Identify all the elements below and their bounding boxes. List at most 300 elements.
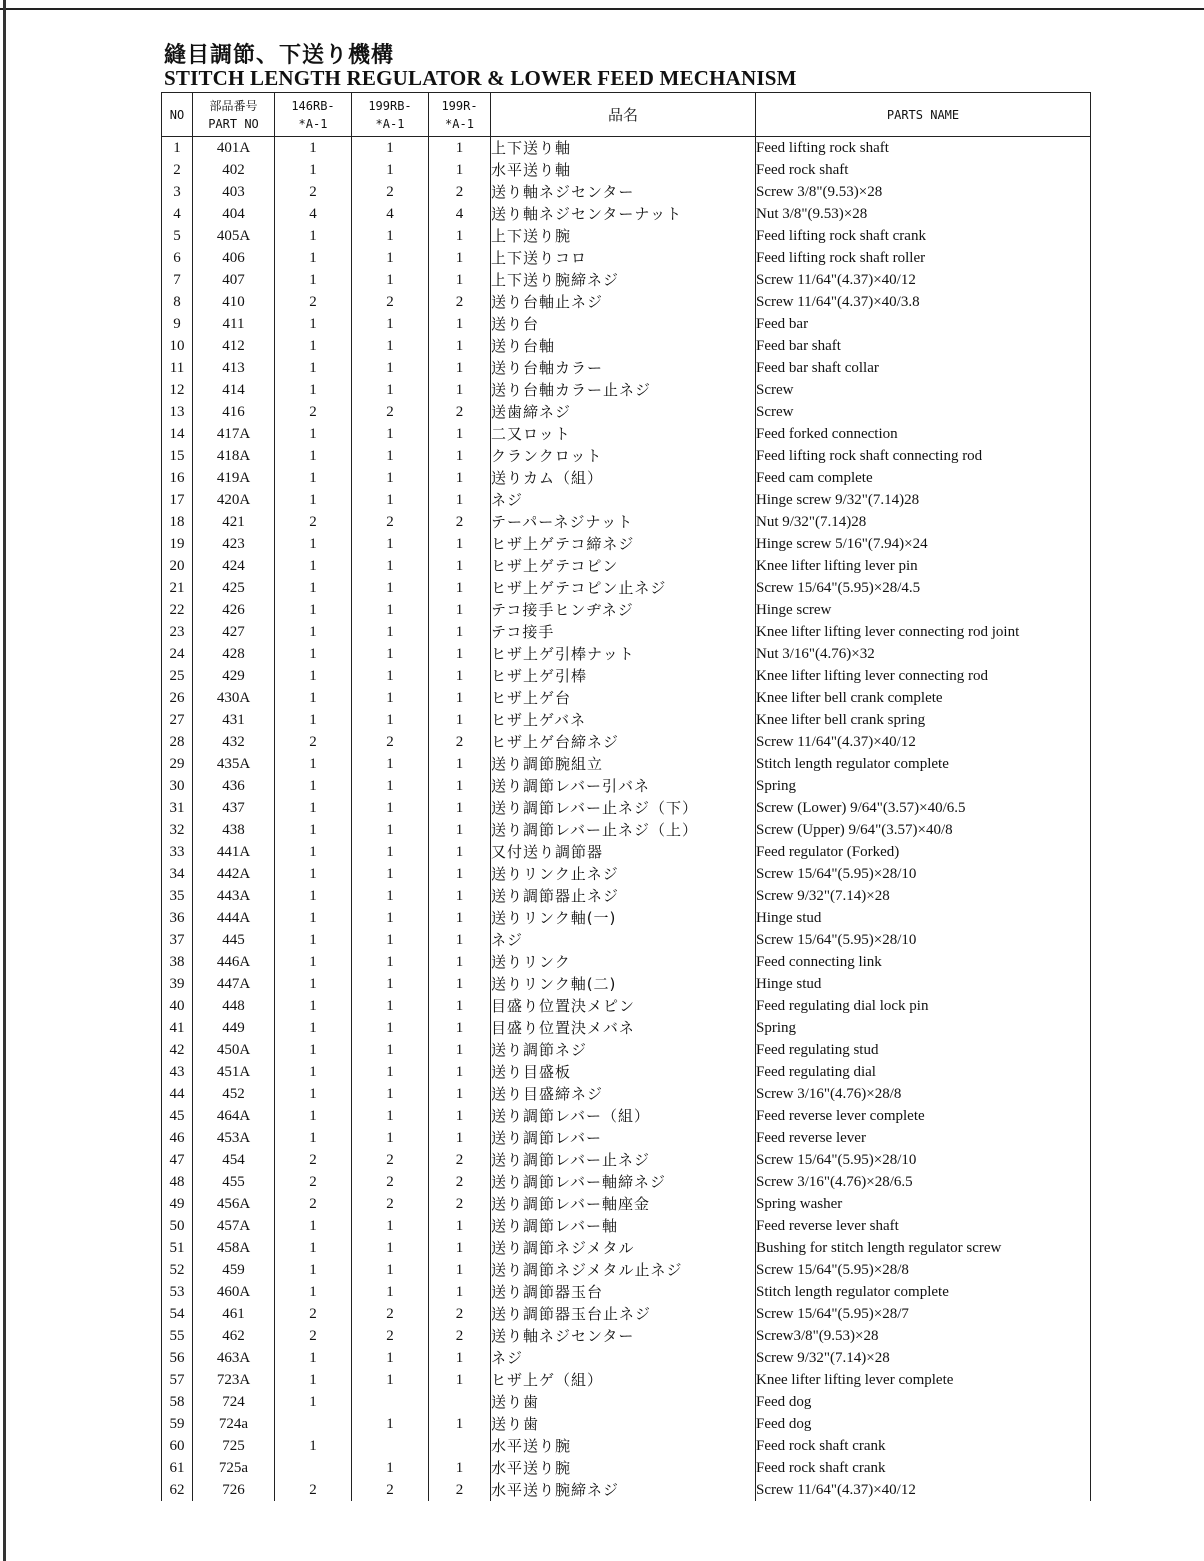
cell-qty-146rb: 2 bbox=[275, 1325, 352, 1347]
cell-qty-199rb: 1 bbox=[352, 1369, 429, 1391]
cell-part-no: 431 bbox=[193, 709, 275, 731]
table-row bbox=[162, 797, 1091, 819]
cell-parts-name: Feed lifting rock shaft connecting rod bbox=[756, 445, 1091, 467]
cell-qty-146rb: 1 bbox=[275, 1215, 352, 1237]
cell-qty-199r: 2 bbox=[429, 1325, 491, 1347]
cell-no: 47 bbox=[162, 1149, 193, 1171]
table-row bbox=[162, 1193, 1091, 1215]
cell-parts-name: Feed reverse lever complete bbox=[756, 1105, 1091, 1127]
cell-parts-name: Knee lifter bell crank complete bbox=[756, 687, 1091, 709]
cell-qty-199r: 1 bbox=[429, 643, 491, 665]
cell-qty-146rb: 1 bbox=[275, 379, 352, 401]
table-row bbox=[162, 137, 1091, 160]
cell-parts-name: Knee lifter bell crank spring bbox=[756, 709, 1091, 731]
cell-parts-name: Knee lifter lifting lever connecting rod bbox=[756, 665, 1091, 687]
cell-no: 20 bbox=[162, 555, 193, 577]
cell-qty-199rb: 1 bbox=[352, 797, 429, 819]
cell-qty-199r bbox=[429, 1435, 491, 1457]
cell-qty-199rb: 1 bbox=[352, 907, 429, 929]
cell-qty-199r: 1 bbox=[429, 1369, 491, 1391]
header-part-no bbox=[193, 93, 275, 137]
cell-qty-199r: 1 bbox=[429, 467, 491, 489]
cell-qty-199r: 1 bbox=[429, 445, 491, 467]
cell-qty-199r: 1 bbox=[429, 995, 491, 1017]
cell-parts-name: Feed regulating dial lock pin bbox=[756, 995, 1091, 1017]
cell-name-jp: ヒザ上ゲ引棒ナット bbox=[491, 643, 756, 665]
cell-qty-146rb: 1 bbox=[275, 1435, 352, 1457]
cell-qty-199rb: 1 bbox=[352, 1237, 429, 1259]
cell-qty-199r: 1 bbox=[429, 1413, 491, 1435]
cell-part-no: 413 bbox=[193, 357, 275, 379]
table-row bbox=[162, 687, 1091, 709]
cell-part-no: 401A bbox=[193, 137, 275, 160]
cell-part-no: 454 bbox=[193, 1149, 275, 1171]
header-model-146rb-line1: 146RB- bbox=[291, 98, 335, 113]
cell-part-no: 423 bbox=[193, 533, 275, 555]
header-model-146rb bbox=[275, 93, 352, 137]
cell-no: 29 bbox=[162, 753, 193, 775]
cell-qty-199rb: 1 bbox=[352, 335, 429, 357]
cell-part-no: 726 bbox=[193, 1479, 275, 1501]
cell-name-jp: 送りリンク軸(一) bbox=[491, 907, 756, 929]
cell-no: 33 bbox=[162, 841, 193, 863]
cell-qty-199r: 2 bbox=[429, 1303, 491, 1325]
table-row bbox=[162, 379, 1091, 401]
cell-part-no: 460A bbox=[193, 1281, 275, 1303]
cell-qty-199r: 1 bbox=[429, 599, 491, 621]
cell-qty-146rb: 1 bbox=[275, 1347, 352, 1369]
cell-parts-name: Screw (Lower) 9/64"(3.57)×40/6.5 bbox=[756, 797, 1091, 819]
cell-qty-146rb: 1 bbox=[275, 577, 352, 599]
cell-qty-199rb: 1 bbox=[352, 489, 429, 511]
header-model-199r-line1: 199R- bbox=[441, 98, 478, 113]
cell-qty-146rb: 1 bbox=[275, 599, 352, 621]
cell-qty-199r: 1 bbox=[429, 907, 491, 929]
table-row bbox=[162, 1171, 1091, 1193]
table-row bbox=[162, 973, 1091, 995]
cell-qty-199rb: 2 bbox=[352, 1303, 429, 1325]
cell-part-no: 425 bbox=[193, 577, 275, 599]
cell-qty-199r: 1 bbox=[429, 929, 491, 951]
cell-part-no: 725 bbox=[193, 1435, 275, 1457]
cell-part-no: 418A bbox=[193, 445, 275, 467]
table-row bbox=[162, 1281, 1091, 1303]
cell-part-no: 437 bbox=[193, 797, 275, 819]
cell-part-no: 427 bbox=[193, 621, 275, 643]
cell-no: 25 bbox=[162, 665, 193, 687]
cell-qty-199r: 1 bbox=[429, 797, 491, 819]
cell-part-no: 724a bbox=[193, 1413, 275, 1435]
cell-parts-name: Knee lifter lifting lever pin bbox=[756, 555, 1091, 577]
table-row bbox=[162, 665, 1091, 687]
cell-parts-name: Feed reverse lever shaft bbox=[756, 1215, 1091, 1237]
table-row bbox=[162, 203, 1091, 225]
cell-no: 9 bbox=[162, 313, 193, 335]
parts-table-header bbox=[162, 93, 1091, 137]
cell-qty-199rb: 1 bbox=[352, 1127, 429, 1149]
cell-name-jp: ヒザ上ゲ台 bbox=[491, 687, 756, 709]
cell-no: 23 bbox=[162, 621, 193, 643]
table-row bbox=[162, 1215, 1091, 1237]
cell-no: 26 bbox=[162, 687, 193, 709]
cell-parts-name: Feed bar bbox=[756, 313, 1091, 335]
cell-qty-146rb: 1 bbox=[275, 621, 352, 643]
cell-qty-146rb: 1 bbox=[275, 951, 352, 973]
cell-qty-199r: 1 bbox=[429, 665, 491, 687]
cell-part-no: 462 bbox=[193, 1325, 275, 1347]
cell-qty-146rb: 1 bbox=[275, 797, 352, 819]
cell-no: 56 bbox=[162, 1347, 193, 1369]
cell-qty-199rb: 2 bbox=[352, 181, 429, 203]
cell-parts-name: Screw 15/64"(5.95)×28/7 bbox=[756, 1303, 1091, 1325]
cell-name-jp: ネジ bbox=[491, 929, 756, 951]
cell-no: 19 bbox=[162, 533, 193, 555]
cell-qty-146rb: 1 bbox=[275, 995, 352, 1017]
cell-parts-name: Screw 11/64"(4.37)×40/3.8 bbox=[756, 291, 1091, 313]
table-row bbox=[162, 577, 1091, 599]
cell-name-jp: 送り軸ネジセンター bbox=[491, 181, 756, 203]
cell-qty-199rb: 1 bbox=[352, 159, 429, 181]
cell-name-jp: 送りカム（組） bbox=[491, 467, 756, 489]
cell-no: 62 bbox=[162, 1479, 193, 1501]
cell-parts-name: Spring bbox=[756, 1017, 1091, 1039]
cell-part-no: 411 bbox=[193, 313, 275, 335]
cell-qty-199rb: 1 bbox=[352, 753, 429, 775]
cell-parts-name: Screw 9/32"(7.14)×28 bbox=[756, 1347, 1091, 1369]
cell-part-no: 457A bbox=[193, 1215, 275, 1237]
cell-no: 41 bbox=[162, 1017, 193, 1039]
cell-no: 3 bbox=[162, 181, 193, 203]
cell-qty-199rb: 2 bbox=[352, 1149, 429, 1171]
table-row bbox=[162, 621, 1091, 643]
table-row bbox=[162, 247, 1091, 269]
cell-qty-199rb: 1 bbox=[352, 225, 429, 247]
cell-qty-146rb: 1 bbox=[275, 313, 352, 335]
cell-no: 30 bbox=[162, 775, 193, 797]
table-row bbox=[162, 995, 1091, 1017]
table-row bbox=[162, 313, 1091, 335]
cell-parts-name: Feed lifting rock shaft crank bbox=[756, 225, 1091, 247]
cell-qty-146rb bbox=[275, 1413, 352, 1435]
page-title-japanese: 縫目調節、下送り機構 bbox=[164, 43, 395, 68]
cell-part-no: 451A bbox=[193, 1061, 275, 1083]
cell-part-no: 456A bbox=[193, 1193, 275, 1215]
cell-part-no: 403 bbox=[193, 181, 275, 203]
cell-qty-199rb: 2 bbox=[352, 511, 429, 533]
cell-qty-146rb: 2 bbox=[275, 181, 352, 203]
cell-part-no: 406 bbox=[193, 247, 275, 269]
cell-part-no: 429 bbox=[193, 665, 275, 687]
cell-qty-199rb: 1 bbox=[352, 445, 429, 467]
table-row bbox=[162, 1017, 1091, 1039]
cell-parts-name: Screw 11/64"(4.37)×40/12 bbox=[756, 269, 1091, 291]
cell-parts-name: Feed regulating stud bbox=[756, 1039, 1091, 1061]
cell-qty-199rb: 1 bbox=[352, 885, 429, 907]
cell-part-no: 463A bbox=[193, 1347, 275, 1369]
cell-name-jp: 送り調節ネジメタル bbox=[491, 1237, 756, 1259]
cell-parts-name: Nut 3/8"(9.53)×28 bbox=[756, 203, 1091, 225]
cell-name-jp: ヒザ上ゲテコピン止ネジ bbox=[491, 577, 756, 599]
cell-qty-146rb: 2 bbox=[275, 1303, 352, 1325]
cell-part-no: 449 bbox=[193, 1017, 275, 1039]
cell-part-no: 428 bbox=[193, 643, 275, 665]
cell-parts-name: Feed cam complete bbox=[756, 467, 1091, 489]
cell-qty-199rb: 1 bbox=[352, 1017, 429, 1039]
cell-part-no: 444A bbox=[193, 907, 275, 929]
table-row bbox=[162, 1237, 1091, 1259]
cell-qty-199r: 1 bbox=[429, 687, 491, 709]
cell-parts-name: Hinge screw 9/32"(7.14)28 bbox=[756, 489, 1091, 511]
cell-parts-name: Feed reverse lever bbox=[756, 1127, 1091, 1149]
cell-part-no: 402 bbox=[193, 159, 275, 181]
cell-part-no: 723A bbox=[193, 1369, 275, 1391]
cell-qty-146rb: 1 bbox=[275, 159, 352, 181]
header-part-no-jp: 部品番号 bbox=[209, 98, 258, 113]
cell-parts-name: Spring washer bbox=[756, 1193, 1091, 1215]
cell-qty-199r: 2 bbox=[429, 291, 491, 313]
cell-qty-146rb: 1 bbox=[275, 1369, 352, 1391]
cell-no: 59 bbox=[162, 1413, 193, 1435]
cell-qty-199r: 1 bbox=[429, 1457, 491, 1479]
cell-no: 42 bbox=[162, 1039, 193, 1061]
cell-qty-146rb: 2 bbox=[275, 401, 352, 423]
cell-part-no: 446A bbox=[193, 951, 275, 973]
cell-parts-name: Hinge stud bbox=[756, 907, 1091, 929]
cell-qty-199r: 1 bbox=[429, 335, 491, 357]
cell-qty-199rb bbox=[352, 1435, 429, 1457]
table-row bbox=[162, 863, 1091, 885]
cell-qty-199r: 1 bbox=[429, 225, 491, 247]
cell-qty-146rb: 1 bbox=[275, 137, 352, 160]
table-row bbox=[162, 1479, 1091, 1501]
cell-no: 16 bbox=[162, 467, 193, 489]
cell-no: 60 bbox=[162, 1435, 193, 1457]
scan-left-edge bbox=[3, 0, 6, 1561]
cell-name-jp: テコ接手ヒンヂネジ bbox=[491, 599, 756, 621]
table-row bbox=[162, 1127, 1091, 1149]
cell-name-jp: クランクロット bbox=[491, 445, 756, 467]
cell-qty-199rb: 1 bbox=[352, 1215, 429, 1237]
cell-qty-146rb: 4 bbox=[275, 203, 352, 225]
page-title-english: STITCH LENGTH REGULATOR & LOWER FEED MECHANISM bbox=[164, 66, 797, 90]
cell-qty-199rb: 1 bbox=[352, 1413, 429, 1435]
cell-qty-146rb: 1 bbox=[275, 1105, 352, 1127]
cell-qty-199r: 1 bbox=[429, 775, 491, 797]
cell-qty-199rb: 1 bbox=[352, 665, 429, 687]
cell-name-jp: ヒザ上ゲ引棒 bbox=[491, 665, 756, 687]
cell-name-jp: 上下送り腕締ネジ bbox=[491, 269, 756, 291]
cell-name-jp: 送り調節レバー軸締ネジ bbox=[491, 1171, 756, 1193]
cell-qty-199rb: 1 bbox=[352, 1259, 429, 1281]
cell-qty-199rb: 1 bbox=[352, 621, 429, 643]
cell-qty-146rb: 1 bbox=[275, 1127, 352, 1149]
cell-name-jp: 送りリンク軸(二) bbox=[491, 973, 756, 995]
table-row bbox=[162, 357, 1091, 379]
cell-name-jp: 送り台軸カラー bbox=[491, 357, 756, 379]
cell-no: 34 bbox=[162, 863, 193, 885]
cell-no: 13 bbox=[162, 401, 193, 423]
cell-name-jp: 送り台軸 bbox=[491, 335, 756, 357]
cell-part-no: 435A bbox=[193, 753, 275, 775]
cell-qty-199r: 4 bbox=[429, 203, 491, 225]
cell-no: 46 bbox=[162, 1127, 193, 1149]
cell-no: 17 bbox=[162, 489, 193, 511]
cell-qty-199rb: 1 bbox=[352, 841, 429, 863]
cell-part-no: 416 bbox=[193, 401, 275, 423]
cell-parts-name: Screw bbox=[756, 379, 1091, 401]
cell-parts-name: Screw 15/64"(5.95)×28/4.5 bbox=[756, 577, 1091, 599]
cell-part-no: 417A bbox=[193, 423, 275, 445]
cell-name-jp: 送り軸ネジセンターナット bbox=[491, 203, 756, 225]
cell-parts-name: Feed dog bbox=[756, 1391, 1091, 1413]
table-row bbox=[162, 1435, 1091, 1457]
cell-name-jp: 送りリンク止ネジ bbox=[491, 863, 756, 885]
cell-name-jp: 送り台 bbox=[491, 313, 756, 335]
cell-name-jp: 送り軸ネジセンター bbox=[491, 1325, 756, 1347]
cell-qty-199r: 1 bbox=[429, 1215, 491, 1237]
cell-qty-199rb: 2 bbox=[352, 1171, 429, 1193]
cell-qty-199rb: 1 bbox=[352, 1347, 429, 1369]
table-row bbox=[162, 181, 1091, 203]
table-row bbox=[162, 775, 1091, 797]
cell-qty-199rb: 1 bbox=[352, 1281, 429, 1303]
cell-parts-name: Feed rock shaft bbox=[756, 159, 1091, 181]
cell-name-jp: 送り調節レバー軸座金 bbox=[491, 1193, 756, 1215]
cell-no: 36 bbox=[162, 907, 193, 929]
cell-no: 24 bbox=[162, 643, 193, 665]
cell-name-jp: 目盛り位置決メバネ bbox=[491, 1017, 756, 1039]
cell-qty-199r: 1 bbox=[429, 1039, 491, 1061]
cell-qty-146rb: 1 bbox=[275, 1017, 352, 1039]
cell-qty-199rb: 1 bbox=[352, 423, 429, 445]
cell-qty-199r: 1 bbox=[429, 379, 491, 401]
cell-no: 12 bbox=[162, 379, 193, 401]
cell-part-no: 412 bbox=[193, 335, 275, 357]
cell-qty-146rb: 1 bbox=[275, 467, 352, 489]
cell-name-jp: 上下送り腕 bbox=[491, 225, 756, 247]
cell-no: 40 bbox=[162, 995, 193, 1017]
table-row bbox=[162, 1369, 1091, 1391]
cell-qty-199rb: 1 bbox=[352, 775, 429, 797]
cell-qty-199rb: 1 bbox=[352, 951, 429, 973]
cell-qty-199r: 2 bbox=[429, 1171, 491, 1193]
cell-parts-name: Feed lifting rock shaft bbox=[756, 137, 1091, 160]
cell-no: 10 bbox=[162, 335, 193, 357]
cell-qty-146rb: 1 bbox=[275, 423, 352, 445]
cell-no: 1 bbox=[162, 137, 193, 160]
cell-name-jp: テコ接手 bbox=[491, 621, 756, 643]
cell-no: 45 bbox=[162, 1105, 193, 1127]
table-row bbox=[162, 511, 1091, 533]
cell-part-no: 424 bbox=[193, 555, 275, 577]
cell-part-no: 419A bbox=[193, 467, 275, 489]
cell-parts-name: Nut 9/32"(7.14)28 bbox=[756, 511, 1091, 533]
cell-no: 39 bbox=[162, 973, 193, 995]
table-row bbox=[162, 1149, 1091, 1171]
cell-qty-199rb: 1 bbox=[352, 1061, 429, 1083]
cell-parts-name: Bushing for stitch length regulator screw bbox=[756, 1237, 1091, 1259]
cell-name-jp: 上下送りコロ bbox=[491, 247, 756, 269]
cell-part-no: 725a bbox=[193, 1457, 275, 1479]
cell-no: 28 bbox=[162, 731, 193, 753]
cell-qty-199r: 1 bbox=[429, 269, 491, 291]
cell-qty-146rb: 1 bbox=[275, 445, 352, 467]
header-model-199r-line2: *A-1 bbox=[445, 116, 474, 131]
cell-parts-name: Screw (Upper) 9/64"(3.57)×40/8 bbox=[756, 819, 1091, 841]
cell-parts-name: Screw 15/64"(5.95)×28/10 bbox=[756, 863, 1091, 885]
cell-qty-146rb: 1 bbox=[275, 357, 352, 379]
cell-qty-146rb: 2 bbox=[275, 291, 352, 313]
cell-no: 57 bbox=[162, 1369, 193, 1391]
cell-parts-name: Screw 11/64"(4.37)×40/12 bbox=[756, 731, 1091, 753]
cell-qty-199rb: 1 bbox=[352, 863, 429, 885]
cell-qty-146rb: 1 bbox=[275, 885, 352, 907]
table-row bbox=[162, 1457, 1091, 1479]
cell-qty-146rb: 1 bbox=[275, 335, 352, 357]
header-no: NO bbox=[162, 93, 193, 137]
cell-qty-199r: 1 bbox=[429, 709, 491, 731]
cell-name-jp: 上下送り軸 bbox=[491, 137, 756, 160]
cell-qty-199rb: 1 bbox=[352, 379, 429, 401]
header-model-199r bbox=[429, 93, 491, 137]
cell-parts-name: Stitch length regulator complete bbox=[756, 1281, 1091, 1303]
cell-no: 35 bbox=[162, 885, 193, 907]
cell-qty-146rb: 1 bbox=[275, 863, 352, 885]
cell-qty-199r: 1 bbox=[429, 1061, 491, 1083]
table-row bbox=[162, 291, 1091, 313]
cell-qty-199rb: 2 bbox=[352, 731, 429, 753]
cell-name-jp: ヒザ上ゲテコピン bbox=[491, 555, 756, 577]
cell-qty-199r: 1 bbox=[429, 621, 491, 643]
cell-no: 4 bbox=[162, 203, 193, 225]
cell-qty-199r: 1 bbox=[429, 1127, 491, 1149]
cell-qty-199rb: 1 bbox=[352, 819, 429, 841]
table-row bbox=[162, 225, 1091, 247]
cell-qty-146rb: 1 bbox=[275, 533, 352, 555]
cell-qty-199rb: 1 bbox=[352, 973, 429, 995]
cell-qty-146rb: 1 bbox=[275, 973, 352, 995]
cell-qty-199rb: 1 bbox=[352, 1083, 429, 1105]
cell-no: 52 bbox=[162, 1259, 193, 1281]
cell-qty-146rb: 2 bbox=[275, 1171, 352, 1193]
cell-parts-name: Screw3/8"(9.53)×28 bbox=[756, 1325, 1091, 1347]
cell-parts-name: Screw 15/64"(5.95)×28/8 bbox=[756, 1259, 1091, 1281]
table-row bbox=[162, 159, 1091, 181]
cell-qty-199rb: 1 bbox=[352, 577, 429, 599]
cell-name-jp: 水平送り腕 bbox=[491, 1435, 756, 1457]
cell-qty-146rb: 1 bbox=[275, 1083, 352, 1105]
cell-no: 31 bbox=[162, 797, 193, 819]
table-row bbox=[162, 599, 1091, 621]
cell-qty-199r: 1 bbox=[429, 313, 491, 335]
cell-name-jp: 送り調節レバー止ネジ bbox=[491, 1149, 756, 1171]
cell-qty-199rb: 2 bbox=[352, 1193, 429, 1215]
cell-qty-199r: 1 bbox=[429, 951, 491, 973]
cell-part-no: 452 bbox=[193, 1083, 275, 1105]
cell-no: 27 bbox=[162, 709, 193, 731]
cell-qty-199r: 1 bbox=[429, 1281, 491, 1303]
cell-parts-name: Feed connecting link bbox=[756, 951, 1091, 973]
table-row bbox=[162, 753, 1091, 775]
cell-qty-146rb: 1 bbox=[275, 1237, 352, 1259]
cell-name-jp: 又付送り調節器 bbox=[491, 841, 756, 863]
cell-name-jp: 送歯締ネジ bbox=[491, 401, 756, 423]
table-row bbox=[162, 489, 1091, 511]
cell-no: 8 bbox=[162, 291, 193, 313]
cell-qty-199rb: 1 bbox=[352, 137, 429, 160]
cell-qty-146rb: 1 bbox=[275, 709, 352, 731]
table-row bbox=[162, 1061, 1091, 1083]
